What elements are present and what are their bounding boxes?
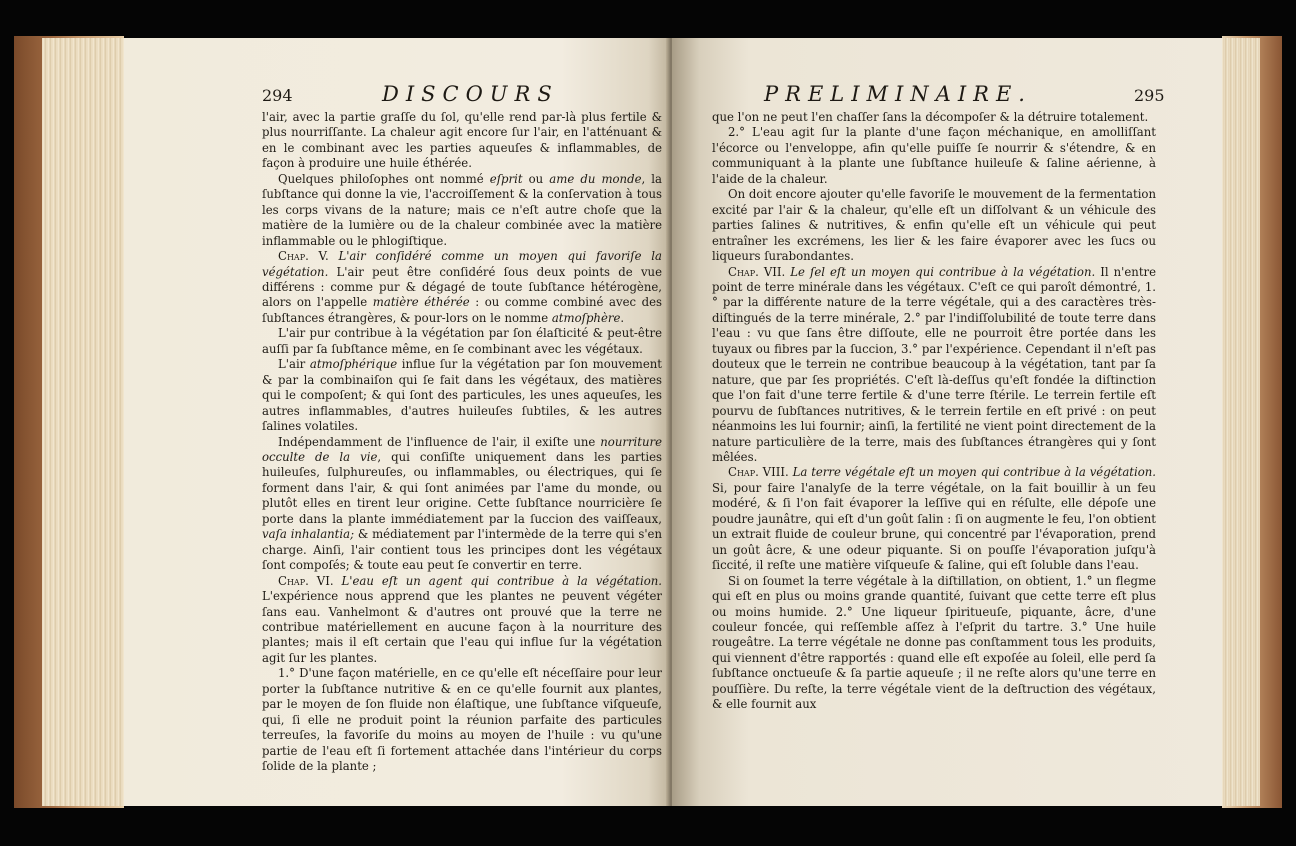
chapter-title: L'air conſidéré comme un moyen qui favoriſe la végétation. [262, 249, 663, 279]
paragraph: On doit encore ajouter qu'elle favoriſe le mouvement de la fermentation excité par l'air & la chaleur, qu'elle eſt un diſſolvant & un véhicule des parties ſalines & nutritives, & enfin qu'elle eſt un véhicule qui peut entraîner les excrémens, les lier & les faire évaporer avec les ſucs ou liqueurs ſurabondantes. [712, 187, 1156, 264]
paragraph: 1.° D'une façon matérielle, en ce qu'elle eſt néceſſaire pour leur porter la ſubſtance nutritive & en ce qu'elle fournit aux plantes, par le moyen de ſon fluide non élaſtique, une ſubſtance viſqueuſe, qui, ſi elle ne produit point la réunion parfaite des particules terreuſes, la favoriſe du moins au moyen de l'huile : vu qu'une partie de l'eau eſt ſi fortement attachée dans l'intérieur du corps ſolide de la plante ; [262, 666, 662, 774]
chapter-title: Le ſel eſt un moyen qui contribue à la végétation. [790, 264, 1096, 279]
chapter-title: L'eau eſt un agent qui contribue à la végétation. [341, 573, 662, 588]
paragraph: Quelques philoſophes ont nommé eſprit ou ame du monde, la ſubſtance qui donne la vie, l'accroiſſement & la conſervation à tous les corps vivans de la nature; mais ce n'eſt autre choſe que la matière de la lumière ou de la chaleur combinée avec la matière inflammable ou le phlogiſtique. [262, 171, 663, 248]
chapter-paragraph: Chap. VI. L'eau eſt un agent qui contribue à la végétation. L'expérience nous apprend que les plantes ne peuvent végéter ſans eau. Vanhelmont & d'autres ont prouvé que la terre ne contribue matériellement en aucune façon à la nourriture des plantes; mais il eſt certain que l'eau qui influe ſur la végétation agit ſur les plantes. [262, 573, 662, 665]
paragraph: Si on ſoumet la terre végétale à la diſtillation, on obtient, 1.° un flegme qui eſt en plus ou moins grande quantité, ſuivant que cette terre eſt plus ou moins humide. 2.° Une liqueur ſpiritueuſe, piquante, âcre, d'une couleur foncée, qui reſſemble aſſez à l'eſprit du tartre. 3.° Une huile rougeâtre. La terre végétale ne donne pas conſtamment tous les produits, qui viennent d'être rapportés : quand elle eſt expoſée au ſoleil, elle perd ſa ſubſtance onctueuſe & ſa partie aqueuſe ; il ne reſte alors qu'une terre en pouſſière. Du reſte, la terre végétale vient de la deſtruction des végétaux, & elle fournit aux [712, 573, 1156, 712]
left-page-number: 294 [262, 86, 293, 105]
open-book [14, 36, 1282, 808]
left-page [124, 38, 670, 806]
chapter-label: Chap. VI. [278, 573, 334, 588]
right-page-header [672, 82, 1222, 108]
chapter-label: Chap. V. [278, 249, 329, 264]
paragraph: L'air atmoſphérique influe ſur la végétation par ſon mouvement & par la combinaiſon qui ſe fait dans les végétaux, des matières qui le compoſent; & qui ſont des particules, les unes aqueuſes, les autres inflammables, d'autres huileuſes ſubtiles, & les autres ſalines volatiles. [262, 357, 663, 434]
chapter-label: Chap. VIII. [728, 465, 789, 480]
chapter-paragraph: Chap. VII. Le ſel eſt un moyen qui contribue à la végétation. Il n'entre point de terre minérale dans les végétaux. C'eſt ce qui paroît démontré, 1.° par la différente nature de la terre végétale, qui a des caractères très-diſtingués de la terre minérale, 2.° par l'indiſſolubilité de toute terre dans l'eau : vu que ſans être diſſoute, elle ne pourroit être portée dans les tuyaux ou fibres par la ſuccion, 3.° par l'expérience. Cependant il n'eſt pas douteux que le terrein ne contribue beaucoup à la végétation, tant par ſa nature, que par ſes propriétés. C'eſt là-deſſus qu'eſt fondée la diſtinction que l'on fait d'une terre fertile & d'une terre ſtérile. Le terrein fertile eſt pourvu de ſubſtances nutritives, & le terrein fertile en eſt privé : on peut néanmoins les lui fournir; ainſi, la fertilité ne vient point directement de la nature particulière de la terre, mais des ſubſtances étrangères qui y ſont mêlées. [712, 264, 1157, 464]
paragraph: Indépendamment de l'influence de l'air, il exiſte une nourriture occulte de la vie, qui conſiſte uniquement dans les parties huileuſes, ſulphureuſes, ou inflammables, ou électriques, qui ſe forment dans l'air, & qui ſont animées par l'ame du monde, ou plutôt elles en tirent leur origine. Cette ſubſtance nourricière ſe porte dans la plante immédiatement par la ſuccion des vaiſſeaux, vaſa inhalantia; & médiatement par l'intermède de la terre qui s'en charge. Ainſi, l'air contient tous les principes dont les végétaux ſont compoſés; & toute eau peut ſe convertir en terre. [262, 434, 662, 573]
right-page-number: 295 [1134, 86, 1165, 105]
chapter-paragraph: Chap. V. L'air conſidéré comme un moyen qui favoriſe la végétation. L'air peut être conſidéré ſous deux points de vue différens : comme pur & dégagé de toute ſubſtance hétérogène, alors on l'appelle matière éthérée : ou comme combiné avec des ſubſtances étrangères, & pour-lors on le nomme atmoſphère. [262, 249, 663, 325]
chapter-label: Chap. VII. [728, 264, 786, 279]
chapter-paragraph: Chap. VIII. La terre végétale eſt un moyen qui contribue à la végétation. Si, pour faire l'analyſe de la terre végétale, on la fait bouillir à un feu modéré, & ſi l'on fait évaporer la leſſive qui en réſulte, elle dépoſe une poudre jaunâtre, qui eſt d'un goût ſalin : ſi on augmente le feu, l'on obtient un extrait fluide de couleur brune, qui concentré par l'évaporation, prend un goût âcre, & une odeur piquante. Si on pouſſe l'évaporation juſqu'à ſiccité, il reſte une matière viſqueuſe & ſaline, qui eſt ſoluble dans l'eau. [712, 465, 1156, 573]
paragraph: l'air, avec la partie graſſe du ſol, qu'elle rend par-là plus fertile & plus nourriſſante. La chaleur agit encore ſur l'air, en l'atténuant & en le combinant avec les parties aqueuſes & inflammables, de façon à produire une huile éthérée. [262, 110, 662, 171]
left-running-head: DISCOURS [382, 82, 559, 106]
right-running-head: PRELIMINAIRE. [764, 82, 1032, 106]
paragraph: que l'on ne peut l'en chaſſer ſans la décompoſer & la détruire totalement. [712, 110, 1149, 124]
chapter-title: La terre végétale eſt un moyen qui contribue à la végétation. [792, 465, 1156, 480]
left-page-edges [42, 38, 126, 806]
right-page [672, 38, 1222, 806]
paragraph: L'air pur contribue à la végétation par ſon élaſticité & peut-être auſſi par ſa ſubſtance même, en ſe combinant avec les végétaux. [262, 326, 662, 356]
left-page-header [124, 82, 670, 108]
left-page-text [262, 110, 662, 774]
right-page-text [712, 110, 1156, 713]
paragraph: 2.° L'eau agit ſur la plante d'une façon méchanique, en amolliſſant l'écorce ou l'enveloppe, afin qu'elle puiſſe ſe nourrir & s'étendre, & en communiquant à la plante une ſubſtance huileuſe & ſaline aérienne, à l'aide de la chaleur. [712, 125, 1156, 186]
